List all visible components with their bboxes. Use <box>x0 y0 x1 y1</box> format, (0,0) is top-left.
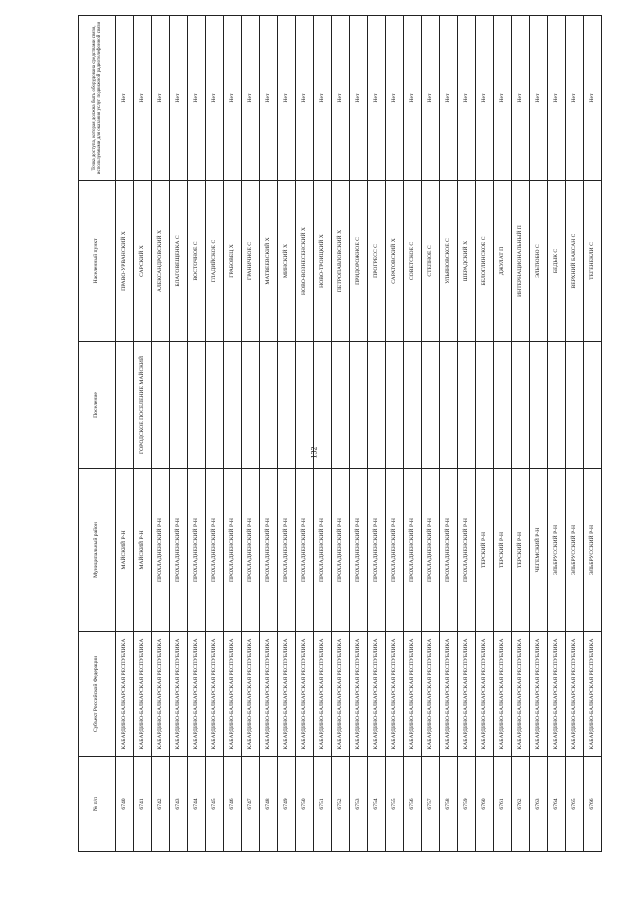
table-row <box>296 16 314 852</box>
cell-subject: КАБАРДИНО-БАЛКАРСКАЯ РЕСПУБЛИКА <box>566 632 584 757</box>
cell-subject: КАБАРДИНО-БАЛКАРСКАЯ РЕСПУБЛИКА <box>152 632 170 757</box>
cell-subject: КАБАРДИНО-БАЛКАРСКАЯ РЕСПУБЛИКА <box>548 632 566 757</box>
cell-settlement <box>224 342 242 469</box>
cell-locality: ШЕРАДСКИЙ Х <box>458 181 476 342</box>
cell-subject: КАБАРДИНО-БАЛКАРСКАЯ РЕСПУБЛИКА <box>440 632 458 757</box>
table-row <box>494 16 512 852</box>
cell-subject: КАБАРДИНО-БАЛКАРСКАЯ РЕСПУБЛИКА <box>458 632 476 757</box>
cell-locality: МИНСКИЙ Х <box>278 181 296 342</box>
cell-subject: КАБАРДИНО-БАЛКАРСКАЯ РЕСПУБЛИКА <box>332 632 350 757</box>
cell-num: 6749 <box>278 757 296 852</box>
cell-municipal: ПРОХЛАДНЕНСКИЙ Р-Н <box>440 469 458 632</box>
cell-locality: ПРИДОРОЖНОЕ С <box>350 181 368 342</box>
table-row <box>584 16 602 852</box>
cell-municipal: ПРОХЛАДНЕНСКИЙ Р-Н <box>188 469 206 632</box>
table-row <box>224 16 242 852</box>
cell-settlement: ГОРОДСКОЕ ПОСЕЛЕНИЕ МАЙСКИЙ <box>134 342 152 469</box>
header-settlement: Поселение <box>79 342 116 469</box>
cell-subject: КАБАРДИНО-БАЛКАРСКАЯ РЕСПУБЛИКА <box>368 632 386 757</box>
cell-locality: САРАТОВСКИЙ Х <box>386 181 404 342</box>
cell-settlement <box>152 342 170 469</box>
cell-settlement <box>440 342 458 469</box>
cell-subject: КАБАРДИНО-БАЛКАРСКАЯ РЕСПУБЛИКА <box>224 632 242 757</box>
table-row <box>422 16 440 852</box>
cell-access: Нет <box>224 16 242 181</box>
cell-settlement <box>170 342 188 469</box>
cell-access: Нет <box>134 16 152 181</box>
cell-settlement <box>476 342 494 469</box>
cell-subject: КАБАРДИНО-БАЛКАРСКАЯ РЕСПУБЛИКА <box>188 632 206 757</box>
table-row <box>476 16 494 852</box>
cell-settlement <box>260 342 278 469</box>
cell-subject: КАБАРДИНО-БАЛКАРСКАЯ РЕСПУБЛИКА <box>350 632 368 757</box>
cell-municipal: ПРОХЛАДНЕНСКИЙ Р-Н <box>404 469 422 632</box>
cell-municipal: МАЙСКИЙ Р-Н <box>134 469 152 632</box>
cell-num: 6758 <box>440 757 458 852</box>
cell-num: 6750 <box>296 757 314 852</box>
page-number: 132 <box>309 446 319 459</box>
cell-subject: КАБАРДИНО-БАЛКАРСКАЯ РЕСПУБЛИКА <box>134 632 152 757</box>
table-row <box>530 16 548 852</box>
cell-municipal: ПРОХЛАДНЕНСКИЙ Р-Н <box>314 469 332 632</box>
cell-locality: ПЕТРОПАВЛОВСКИЙ Х <box>332 181 350 342</box>
cell-access: Нет <box>170 16 188 181</box>
table-header-row <box>79 16 116 852</box>
cell-municipal: ПРОХЛАДНЕНСКИЙ Р-Н <box>260 469 278 632</box>
cell-access: Нет <box>206 16 224 181</box>
table-row <box>404 16 422 852</box>
cell-num: 6757 <box>422 757 440 852</box>
cell-subject: КАБАРДИНО-БАЛКАРСКАЯ РЕСПУБЛИКА <box>530 632 548 757</box>
cell-settlement <box>458 342 476 469</box>
cell-municipal: МАЙСКИЙ Р-Н <box>116 469 134 632</box>
table-row <box>548 16 566 852</box>
table-row <box>152 16 170 852</box>
cell-locality: СОВЕТСКОЕ С <box>404 181 422 342</box>
table-row <box>116 16 134 852</box>
cell-subject: КАБАРДИНО-БАЛКАРСКАЯ РЕСПУБЛИКА <box>170 632 188 757</box>
cell-num: 6742 <box>152 757 170 852</box>
cell-subject: КАБАРДИНО-БАЛКАРСКАЯ РЕСПУБЛИКА <box>386 632 404 757</box>
cell-num: 6740 <box>116 757 134 852</box>
cell-access: Нет <box>476 16 494 181</box>
cell-num: 6762 <box>512 757 530 852</box>
cell-num: 6755 <box>386 757 404 852</box>
cell-locality: САРСКИЙ Х <box>134 181 152 342</box>
cell-locality: МАТВЕЕВСКИЙ Х <box>260 181 278 342</box>
cell-access: Нет <box>296 16 314 181</box>
cell-access: Нет <box>530 16 548 181</box>
cell-locality: ВОСТОЧНОЕ С <box>188 181 206 342</box>
table-row <box>188 16 206 852</box>
cell-subject: КАБАРДИНО-БАЛКАРСКАЯ РЕСПУБЛИКА <box>494 632 512 757</box>
cell-settlement <box>584 342 602 469</box>
cell-settlement <box>350 342 368 469</box>
cell-num: 6751 <box>314 757 332 852</box>
cell-municipal: ПРОХЛАДНЕНСКИЙ Р-Н <box>422 469 440 632</box>
table-row <box>512 16 530 852</box>
cell-settlement <box>296 342 314 469</box>
cell-num: 6763 <box>530 757 548 852</box>
cell-access: Нет <box>278 16 296 181</box>
cell-num: 6752 <box>332 757 350 852</box>
cell-settlement <box>530 342 548 469</box>
cell-municipal: ПРОХЛАДНЕНСКИЙ Р-Н <box>458 469 476 632</box>
cell-num: 6766 <box>584 757 602 852</box>
cell-municipal: ПРОХЛАДНЕНСКИЙ Р-Н <box>242 469 260 632</box>
cell-subject: КАБАРДИНО-БАЛКАРСКАЯ РЕСПУБЛИКА <box>206 632 224 757</box>
access-points-table <box>78 15 602 852</box>
cell-subject: КАБАРДИНО-БАЛКАРСКАЯ РЕСПУБЛИКА <box>404 632 422 757</box>
cell-access: Нет <box>242 16 260 181</box>
cell-municipal: ТЕРСКИЙ Р-Н <box>476 469 494 632</box>
cell-subject: КАБАРДИНО-БАЛКАРСКАЯ РЕСПУБЛИКА <box>512 632 530 757</box>
cell-access: Нет <box>260 16 278 181</box>
cell-settlement <box>566 342 584 469</box>
cell-settlement <box>278 342 296 469</box>
cell-locality: СТЕПНОЕ С <box>422 181 440 342</box>
cell-locality: ГРАБОВЕЦ Х <box>224 181 242 342</box>
cell-num: 6745 <box>206 757 224 852</box>
table-row <box>332 16 350 852</box>
cell-num: 6761 <box>494 757 512 852</box>
cell-num: 6756 <box>404 757 422 852</box>
cell-num: 6759 <box>458 757 476 852</box>
cell-num: 6765 <box>566 757 584 852</box>
cell-access: Нет <box>422 16 440 181</box>
table-row <box>458 16 476 852</box>
cell-municipal: ПРОХЛАДНЕНСКИЙ Р-Н <box>206 469 224 632</box>
cell-access: Нет <box>494 16 512 181</box>
cell-locality: БЕЛОГЛИНСКОЕ С <box>476 181 494 342</box>
cell-settlement <box>116 342 134 469</box>
cell-access: Нет <box>188 16 206 181</box>
table-row <box>566 16 584 852</box>
cell-settlement <box>242 342 260 469</box>
cell-access: Нет <box>440 16 458 181</box>
table-row <box>206 16 224 852</box>
cell-locality: УЛЬЯНОВСКОЕ С <box>440 181 458 342</box>
cell-access: Нет <box>458 16 476 181</box>
cell-subject: КАБАРДИНО-БАЛКАРСКАЯ РЕСПУБЛИКА <box>278 632 296 757</box>
cell-municipal: ПРОХЛАДНЕНСКИЙ Р-Н <box>296 469 314 632</box>
cell-municipal: ПРОХЛАДНЕНСКИЙ Р-Н <box>332 469 350 632</box>
cell-access: Нет <box>404 16 422 181</box>
table-row <box>368 16 386 852</box>
cell-municipal: ПРОХЛАДНЕНСКИЙ Р-Н <box>368 469 386 632</box>
cell-num: 6753 <box>350 757 368 852</box>
cell-subject: КАБАРДИНО-БАЛКАРСКАЯ РЕСПУБЛИКА <box>476 632 494 757</box>
cell-settlement <box>206 342 224 469</box>
cell-subject: КАБАРДИНО-БАЛКАРСКАЯ РЕСПУБЛИКА <box>584 632 602 757</box>
cell-municipal: ПРОХЛАДНЕНСКИЙ Р-Н <box>224 469 242 632</box>
cell-settlement <box>548 342 566 469</box>
cell-municipal: ТЕРСКИЙ Р-Н <box>494 469 512 632</box>
cell-municipal: ПРОХЛАДНЕНСКИЙ Р-Н <box>386 469 404 632</box>
table-container <box>78 21 595 852</box>
cell-subject: КАБАРДИНО-БАЛКАРСКАЯ РЕСПУБЛИКА <box>296 632 314 757</box>
table-row <box>242 16 260 852</box>
header-num: № п/п <box>79 757 116 852</box>
cell-locality: НОВО-ВОЗНЕСЕНСКИЙ Х <box>296 181 314 342</box>
cell-subject: КАБАРДИНО-БАЛКАРСКАЯ РЕСПУБЛИКА <box>314 632 332 757</box>
cell-access: Нет <box>368 16 386 181</box>
cell-locality: ЭЛЬТЮБЮ С <box>530 181 548 342</box>
header-locality: Населенный пункт <box>79 181 116 342</box>
cell-settlement <box>314 342 332 469</box>
cell-locality: НОВО-ТРОИЦКИЙ Х <box>314 181 332 342</box>
cell-settlement <box>404 342 422 469</box>
cell-municipal: ПРОХЛАДНЕНСКИЙ Р-Н <box>278 469 296 632</box>
table-row <box>350 16 368 852</box>
cell-access: Нет <box>314 16 332 181</box>
cell-settlement <box>494 342 512 469</box>
cell-access: Нет <box>350 16 368 181</box>
cell-locality: ПРАВО-УРВАНСКИЙ Х <box>116 181 134 342</box>
cell-access: Нет <box>332 16 350 181</box>
cell-locality: ГЛАДИЙСКОЕ С <box>206 181 224 342</box>
cell-municipal: ТЕРСКИЙ Р-Н <box>512 469 530 632</box>
cell-municipal: ЭЛЬБРУССКИЙ Р-Н <box>566 469 584 632</box>
cell-municipal: ПРОХЛАДНЕНСКИЙ Р-Н <box>350 469 368 632</box>
cell-locality: ВЕРХНИЙ БАКСАН С <box>566 181 584 342</box>
cell-num: 6764 <box>548 757 566 852</box>
cell-municipal: ЧЕГЕМСКИЙ Р-Н <box>530 469 548 632</box>
cell-num: 6741 <box>134 757 152 852</box>
cell-settlement <box>332 342 350 469</box>
cell-locality: ПРОГРЕСС С <box>368 181 386 342</box>
table-body <box>116 16 602 852</box>
cell-locality: АЛЕКСАНДРОВСКИЙ Х <box>152 181 170 342</box>
cell-num: 6748 <box>260 757 278 852</box>
cell-access: Нет <box>548 16 566 181</box>
cell-access: Нет <box>386 16 404 181</box>
header-subject: Субъект Российской Федерации <box>79 632 116 757</box>
cell-locality: БЛАГОВЕЩЕНКА С <box>170 181 188 342</box>
header-municipal: Муниципальный район <box>79 469 116 632</box>
cell-subject: КАБАРДИНО-БАЛКАРСКАЯ РЕСПУБЛИКА <box>422 632 440 757</box>
cell-locality: ГРАНИЧНОЕ С <box>242 181 260 342</box>
table-row <box>314 16 332 852</box>
cell-access: Нет <box>584 16 602 181</box>
table-row <box>386 16 404 852</box>
cell-municipal: ПРОХЛАДНЕНСКИЙ Р-Н <box>152 469 170 632</box>
cell-settlement <box>512 342 530 469</box>
cell-locality: БЕДЫК С <box>548 181 566 342</box>
cell-num: 6754 <box>368 757 386 852</box>
cell-access: Нет <box>116 16 134 181</box>
cell-locality: ДЖУЛАТ П <box>494 181 512 342</box>
cell-municipal: ЭЛЬБРУССКИЙ Р-Н <box>548 469 566 632</box>
cell-settlement <box>422 342 440 469</box>
table-row <box>260 16 278 852</box>
cell-access: Нет <box>512 16 530 181</box>
table-row <box>170 16 188 852</box>
cell-subject: КАБАРДИНО-БАЛКАРСКАЯ РЕСПУБЛИКА <box>116 632 134 757</box>
cell-num: 6743 <box>170 757 188 852</box>
cell-locality: ИНТЕРНАЦИОНАЛЬНЫЙ П <box>512 181 530 342</box>
cell-access: Нет <box>566 16 584 181</box>
cell-num: 6747 <box>242 757 260 852</box>
table-row <box>278 16 296 852</box>
cell-subject: КАБАРДИНО-БАЛКАРСКАЯ РЕСПУБЛИКА <box>242 632 260 757</box>
cell-locality: ТЕГЕНЕКЛИ С <box>584 181 602 342</box>
cell-settlement <box>368 342 386 469</box>
cell-access: Нет <box>152 16 170 181</box>
cell-settlement <box>386 342 404 469</box>
cell-subject: КАБАРДИНО-БАЛКАРСКАЯ РЕСПУБЛИКА <box>260 632 278 757</box>
cell-settlement <box>188 342 206 469</box>
cell-num: 6760 <box>476 757 494 852</box>
table-row <box>440 16 458 852</box>
cell-municipal: ЭЛЬБРУССКИЙ Р-Н <box>584 469 602 632</box>
header-access: Точка доступа, которая должна быть оборудована средствами связи, используемыми для оказания услуг подвижной радиотелефонной связи <box>79 16 116 181</box>
table-row <box>134 16 152 852</box>
cell-municipal: ПРОХЛАДНЕНСКИЙ Р-Н <box>170 469 188 632</box>
cell-num: 6744 <box>188 757 206 852</box>
cell-num: 6746 <box>224 757 242 852</box>
